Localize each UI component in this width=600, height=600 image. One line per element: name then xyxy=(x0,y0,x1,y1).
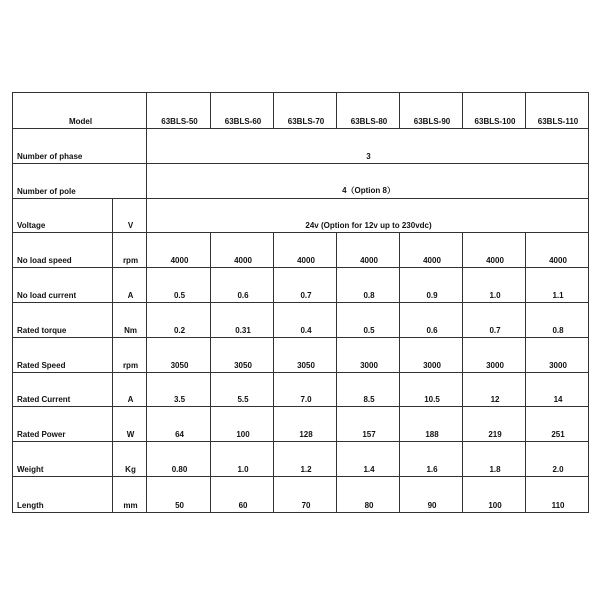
value-cell: 3.5 xyxy=(147,372,211,407)
specification-table xyxy=(12,92,589,513)
row-label: No load speed xyxy=(13,233,113,268)
value-cell: 219 xyxy=(463,407,526,442)
value-cell: 1.8 xyxy=(463,442,526,477)
value-cell: 0.4 xyxy=(274,302,337,337)
unit-cell: A xyxy=(113,268,147,303)
unit-cell: W xyxy=(113,407,147,442)
header-row xyxy=(13,93,589,129)
value-cell: 3000 xyxy=(526,337,589,372)
value-cell: 1.6 xyxy=(400,442,463,477)
value-cell: 1.0 xyxy=(211,442,274,477)
value-cell: 0.9 xyxy=(400,268,463,303)
value-cell: 0.6 xyxy=(400,302,463,337)
unit-cell: rpm xyxy=(113,233,147,268)
unit-cell: Kg xyxy=(113,442,147,477)
table-row xyxy=(13,268,589,303)
model-cell: 63BLS-50 xyxy=(147,93,211,129)
value-cell: 4000 xyxy=(147,233,211,268)
table-row xyxy=(13,476,589,512)
row-label: Rated torque xyxy=(13,302,113,337)
unit-cell: V xyxy=(113,198,147,233)
value-cell: 50 xyxy=(147,476,211,512)
table-row xyxy=(13,407,589,442)
value-cell: 4000 xyxy=(274,233,337,268)
row-label: Rated Power xyxy=(13,407,113,442)
value-cell: 3000 xyxy=(337,337,400,372)
table-row xyxy=(13,302,589,337)
unit-cell: rpm xyxy=(113,337,147,372)
model-cell: 63BLS-110 xyxy=(526,93,589,129)
row-label: No load current xyxy=(13,268,113,303)
value-cell: 0.8 xyxy=(526,302,589,337)
value-cell: 10.5 xyxy=(400,372,463,407)
value-cell: 251 xyxy=(526,407,589,442)
value-cell: 0.6 xyxy=(211,268,274,303)
row-label: Number of phase xyxy=(13,129,147,164)
value-cell: 0.2 xyxy=(147,302,211,337)
value-cell: 3050 xyxy=(211,337,274,372)
unit-cell: mm xyxy=(113,476,147,512)
value-cell: 7.0 xyxy=(274,372,337,407)
value-cell: 14 xyxy=(526,372,589,407)
value-cell: 100 xyxy=(463,476,526,512)
value-cell: 1.1 xyxy=(526,268,589,303)
value-cell: 1.2 xyxy=(274,442,337,477)
value-cell: 70 xyxy=(274,476,337,512)
row-label: Rated Speed xyxy=(13,337,113,372)
model-cell: 63BLS-70 xyxy=(274,93,337,129)
value-cell: 3000 xyxy=(463,337,526,372)
value-cell: 4000 xyxy=(526,233,589,268)
value-cell: 1.4 xyxy=(337,442,400,477)
unit-cell: Nm xyxy=(113,302,147,337)
value-cell: 0.8 xyxy=(337,268,400,303)
table-row xyxy=(13,442,589,477)
model-cell: 63BLS-90 xyxy=(400,93,463,129)
value-cell: 12 xyxy=(463,372,526,407)
unit-cell: A xyxy=(113,372,147,407)
table-row xyxy=(13,163,589,198)
model-header-cell: Model xyxy=(13,93,147,129)
value-cell: 0.80 xyxy=(147,442,211,477)
value-cell: 0.5 xyxy=(337,302,400,337)
value-cell: 4000 xyxy=(211,233,274,268)
value-cell: 4000 xyxy=(400,233,463,268)
value-cell: 4000 xyxy=(463,233,526,268)
value-cell: 3000 xyxy=(400,337,463,372)
table-row xyxy=(13,337,589,372)
value-cell: 3050 xyxy=(274,337,337,372)
table-row xyxy=(13,372,589,407)
value-cell: 157 xyxy=(337,407,400,442)
value-cell: 0.7 xyxy=(463,302,526,337)
table-row xyxy=(13,129,589,164)
value-cell: 3050 xyxy=(147,337,211,372)
value-cell: 60 xyxy=(211,476,274,512)
value-cell: 64 xyxy=(147,407,211,442)
value-cell: 0.5 xyxy=(147,268,211,303)
row-label: Length xyxy=(13,476,113,512)
value-cell: 5.5 xyxy=(211,372,274,407)
value-cell: 1.0 xyxy=(463,268,526,303)
merged-value-cell: 3 xyxy=(147,129,589,164)
row-label: Weight xyxy=(13,442,113,477)
value-cell: 2.0 xyxy=(526,442,589,477)
merged-value-cell: 24v (Option for 12v up to 230vdc) xyxy=(147,198,589,233)
model-cell: 63BLS-60 xyxy=(211,93,274,129)
value-cell: 0.31 xyxy=(211,302,274,337)
row-label: Rated Current xyxy=(13,372,113,407)
model-cell: 63BLS-100 xyxy=(463,93,526,129)
model-cell: 63BLS-80 xyxy=(337,93,400,129)
row-label: Voltage xyxy=(13,198,113,233)
table-row xyxy=(13,233,589,268)
value-cell: 100 xyxy=(211,407,274,442)
table-row xyxy=(13,198,589,233)
value-cell: 4000 xyxy=(337,233,400,268)
merged-value-cell: 4（Option 8） xyxy=(147,163,589,198)
value-cell: 8.5 xyxy=(337,372,400,407)
row-label: Number of pole xyxy=(13,163,147,198)
value-cell: 110 xyxy=(526,476,589,512)
value-cell: 90 xyxy=(400,476,463,512)
value-cell: 128 xyxy=(274,407,337,442)
value-cell: 0.7 xyxy=(274,268,337,303)
value-cell: 188 xyxy=(400,407,463,442)
value-cell: 80 xyxy=(337,476,400,512)
